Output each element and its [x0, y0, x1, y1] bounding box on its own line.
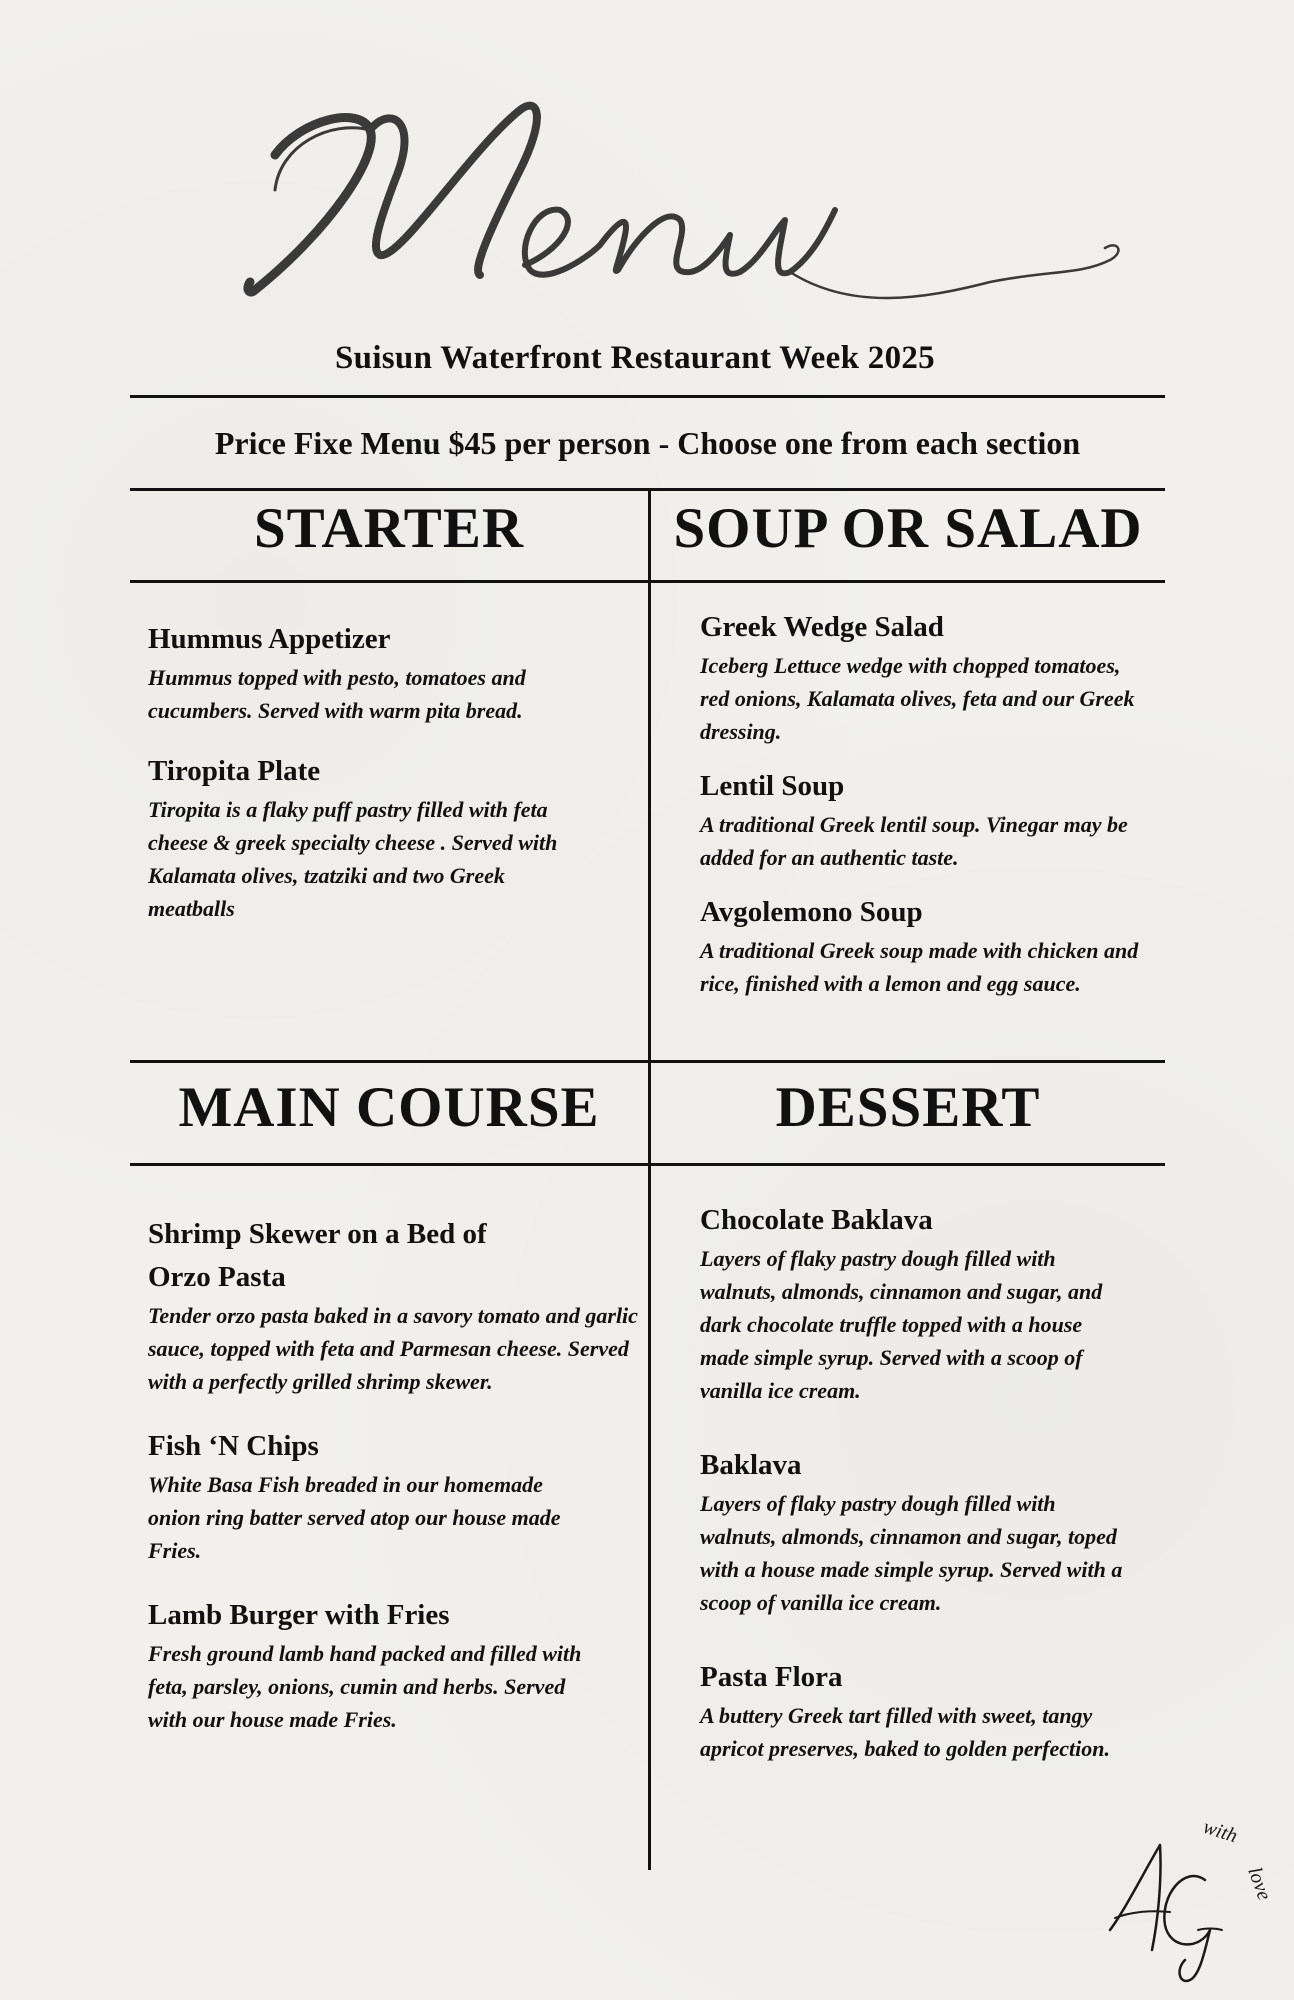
item-name: Baklava [700, 1449, 802, 1481]
price-line: Price Fixe Menu $45 per person - Choose one from each section [214, 425, 1081, 461]
subtitle: Suisun Waterfront Restaurant Week 2025 [335, 340, 935, 376]
menu-item [148, 617, 588, 727]
heading-starter: STARTER [253, 497, 524, 560]
menu-item [148, 1213, 638, 1398]
menu-item [700, 1443, 1130, 1619]
item-description: A traditional Greek soup made with chicken and rice, finished with a lemon and egg sauce. [700, 938, 1139, 996]
item-description: A buttery Greek tart filled with sweet, tangy apricot preserves, baked to golden perfection. [700, 1703, 1110, 1761]
item-name: Hummus Appetizer [148, 623, 391, 655]
heading-soup-or-salad: SOUP OR SALAD [673, 497, 1143, 560]
menu-item [148, 749, 588, 925]
item-description: Tiropita is a flaky puff pastry filled with feta cheese & greek specialty cheese . Served with Kalamata olives, tzatziki and two Greek meatballs [148, 797, 558, 921]
item-name: Greek Wedge Salad [700, 611, 944, 643]
menu-item [700, 890, 1155, 1000]
heading-dessert: DESSERT [775, 1076, 1041, 1139]
main-course-list [148, 1213, 638, 1758]
dessert-list [700, 1198, 1130, 1787]
item-description: A traditional Greek lentil soup. Vinegar may be added for an authentic taste. [700, 812, 1128, 870]
item-description: Layers of flaky pastry dough filled with walnuts, almonds, cinnamon and sugar, and dark chocolate truffle topped with a house made simple syrup. Served with a scoop of vanilla ice cream. [700, 1246, 1103, 1403]
starter-list [148, 617, 588, 947]
item-name: Pasta Flora [700, 1661, 843, 1693]
item-description: White Basa Fish breaded in our homemade onion ring batter served atop our house made Fries. [148, 1472, 561, 1563]
menu-item [148, 1424, 568, 1567]
item-name: Fish ‘N Chips [148, 1430, 319, 1462]
item-description: Tender orzo pasta baked in a savory tomato and garlic sauce, topped with feta and Parmesan cheese. Served with a perfectly grilled shrimp skewer. [148, 1303, 638, 1394]
item-name: Tiropita Plate [148, 755, 321, 787]
item-description: Layers of flaky pastry dough filled with walnuts, almonds, cinnamon and sugar, toped with a house made simple syrup. Served with a scoop of vanilla ice cream. [700, 1491, 1123, 1615]
item-name: Lamb Burger with Fries [148, 1599, 450, 1631]
item-description: Fresh ground lamb hand packed and filled with feta, parsley, onions, cumin and herbs. Served with our house made Fries. [148, 1641, 582, 1732]
svg-text:with: with [1200, 1815, 1241, 1848]
soup-salad-list [700, 605, 1155, 1022]
menu-item [148, 1593, 588, 1736]
menu-item [700, 764, 1155, 874]
item-description: Hummus topped with pesto, tomatoes and cucumbers. Served with warm pita bread. [148, 665, 526, 723]
item-name: Lentil Soup [700, 770, 845, 802]
menu-item [700, 1655, 1130, 1765]
item-name: Chocolate Baklava [700, 1204, 933, 1236]
item-description: Iceberg Lettuce wedge with chopped tomatoes, red onions, Kalamata olives, feta and our Greek dressing. [700, 653, 1135, 744]
divider-top [130, 395, 1165, 398]
svg-text:love: love [1243, 1864, 1276, 1904]
signature-logo [1090, 1800, 1276, 1990]
item-name: Avgolemono Soup [700, 896, 923, 928]
menu-item [700, 605, 1155, 748]
menu-item [700, 1198, 1130, 1407]
heading-main-course: MAIN COURSE [178, 1076, 600, 1139]
menu-script-title [0, 60, 1294, 330]
item-name: Shrimp Skewer on a Bed of Orzo Pasta [148, 1218, 487, 1293]
divider-vertical [648, 488, 651, 1870]
